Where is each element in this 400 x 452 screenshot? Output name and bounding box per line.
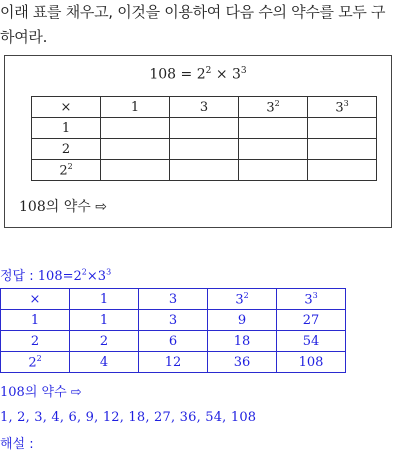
question-table-row-label: 1 (32, 118, 101, 139)
question-table-empty-cell (308, 118, 377, 139)
question-table-row (32, 139, 377, 160)
answer-table-cell: 12 (139, 352, 208, 373)
question-table-row-label: 2 (32, 139, 101, 160)
question-table-row (32, 118, 377, 139)
question-table-empty-cell (101, 139, 170, 160)
answer-table-row (1, 352, 346, 373)
times-sign: × (215, 66, 228, 83)
question-table (31, 96, 377, 181)
answer-heading (0, 265, 111, 284)
answer-divisors-list: 1, 2, 3, 4, 6, 9, 12, 18, 27, 36, 54, 108 (0, 410, 257, 425)
question-table-empty-cell (170, 139, 239, 160)
equation-exp-3: 3 (240, 66, 247, 76)
divisor-prompt: 108의 약수 ⇨ (19, 199, 107, 215)
problem-box (4, 55, 392, 228)
answer-table-row (1, 331, 346, 352)
equation-base-3: 3 (232, 66, 241, 83)
question-table-row-label: $2^2$ (32, 160, 101, 181)
answer-table-cell: 36 (208, 352, 277, 373)
question-table-header-row (32, 97, 377, 118)
answer-table-row-label: 1 (1, 310, 70, 331)
question-text: 이래 표를 채우고, 이것을 이용하여 다음 수의 약수를 모두 구하여라. (0, 3, 386, 46)
answer-table-cell: 54 (277, 331, 346, 352)
answer-table-header-row (1, 289, 346, 310)
answer-table-cell: 18 (208, 331, 277, 352)
answer-table-cell: 108 (277, 352, 346, 373)
question-table-empty-cell (308, 160, 377, 181)
question-table-empty-cell (239, 160, 308, 181)
question-table-empty-cell (170, 160, 239, 181)
factorization-equation (5, 66, 391, 83)
answer-table (0, 288, 346, 373)
answer-divisor-prompt: 108의 약수 ⇨ (0, 385, 82, 400)
question-table-header-cell: 1 (101, 97, 170, 118)
question-table-empty-cell (170, 118, 239, 139)
equation-lhs: 108 (149, 66, 177, 83)
explanation-label: 해설 : (0, 437, 34, 452)
answer-table-cell: 2 (70, 331, 139, 352)
question-table-empty-cell (239, 139, 308, 160)
answer-equation: $108=2^2\times 3^3$ (37, 267, 112, 284)
answer-label: 정답 : (0, 269, 34, 284)
question-table-empty-cell (101, 160, 170, 181)
answer-table-cell: 3 (139, 310, 208, 331)
answer-table-header-cell: 3 (139, 289, 208, 310)
answer-table-cell: 27 (277, 310, 346, 331)
question-table-header-cell: $3^2$ (239, 97, 308, 118)
question-table-header-cell: 3 (170, 97, 239, 118)
answer-table-row-label: $2^2$ (1, 352, 70, 373)
question-table-empty-cell (101, 118, 170, 139)
equals-sign: = (180, 66, 193, 83)
equation-exp-2: 2 (205, 66, 212, 76)
answer-table-cell: 4 (70, 352, 139, 373)
answer-table-header-cell: $3^2$ (208, 289, 277, 310)
answer-table-cell: 1 (70, 310, 139, 331)
answer-table-header-cell: 1 (70, 289, 139, 310)
equation-base-2: 2 (196, 66, 206, 83)
question-table-empty-cell (308, 139, 377, 160)
answer-table-header-cell: $3^3$ (277, 289, 346, 310)
question-table-header-cell: $3^3$ (308, 97, 377, 118)
question-table-row (32, 160, 377, 181)
answer-table-header-cell: × (1, 289, 70, 310)
question-table-empty-cell (239, 118, 308, 139)
answer-table-row-label: 2 (1, 331, 70, 352)
answer-table-row (1, 310, 346, 331)
answer-table-cell: 9 (208, 310, 277, 331)
question-table-header-cell: × (32, 97, 101, 118)
answer-table-cell: 6 (139, 331, 208, 352)
